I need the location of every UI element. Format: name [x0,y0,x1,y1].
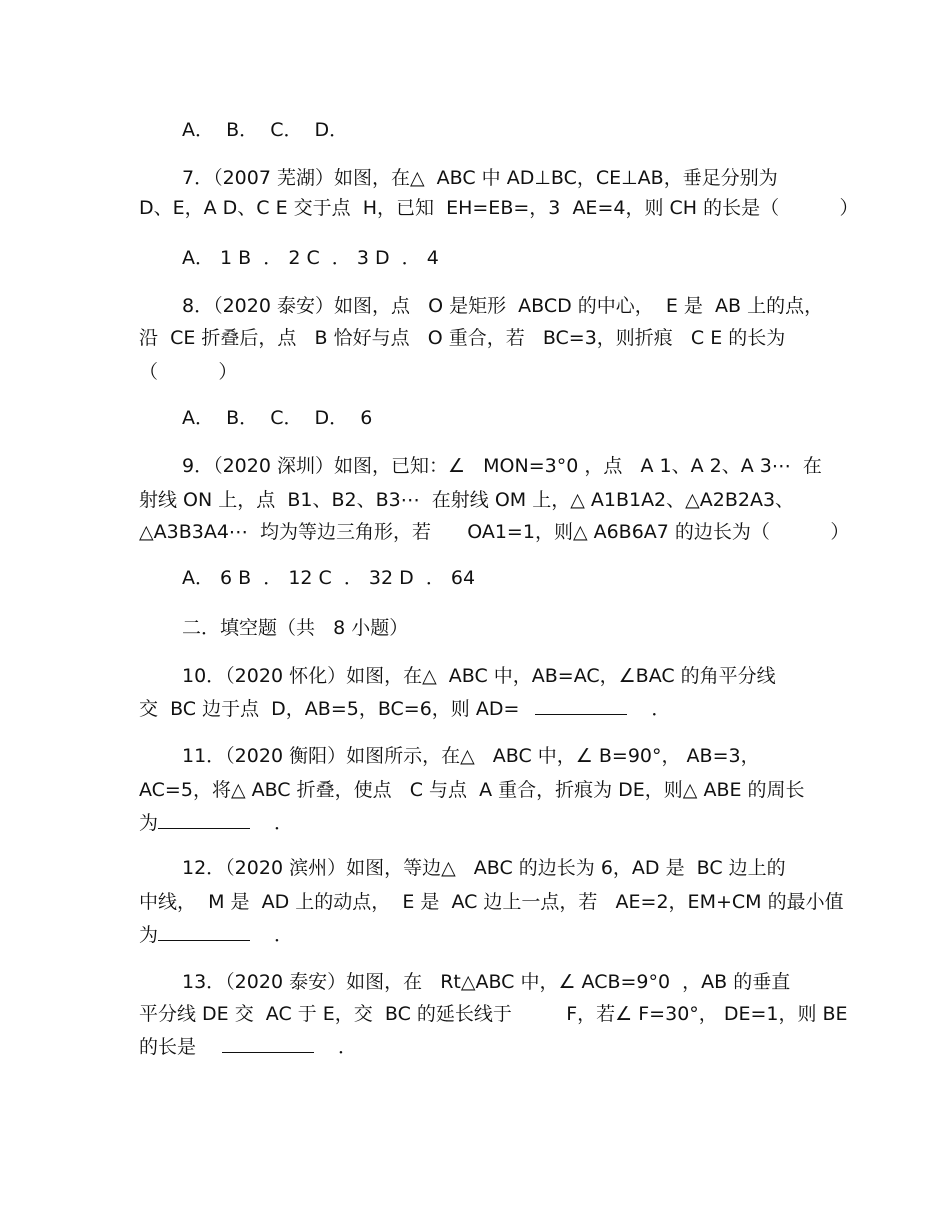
q8-stem-line3: （ ） [139,361,238,383]
q11-period: ． [274,812,294,834]
q11-answer-blank[interactable] [158,810,250,829]
q8-stem-line2: 沿 CE 折叠后，点 B 恰好与点 O 重合，若 BC=3，则折痕 C E 的长为 [139,327,786,349]
q12-text: 为 [139,924,159,946]
q11-text: 为 [139,812,159,834]
q10-period: ． [651,698,671,720]
q10-text: 交 BC 边于点 D，AB=5，BC=6，则 AD= [139,698,520,720]
q12-stem-line3 [139,922,293,947]
q7-stem-line1: 7．（2007 芜湖）如图，在△ ABC 中 AD⊥BC，CE⊥AB，垂足分别为 [182,167,778,189]
q12-stem-line2: 中线， M 是 AD 上的动点， E 是 AC 边上一点，若 AE=2，EM+CM 的最小值 [139,891,844,913]
section-heading-fill-blank: 二．填空题（共 8 小题） [182,617,409,639]
q9-stem-line1: 9．（2020 深圳）如图，已知：∠ MON=3°0 ，点 A 1、A 2、A 3⋯ 在 [182,455,822,477]
q6-options: A． B． C． D． [182,119,349,141]
q7-stem-line2: D、E，A D、C E 交于点 H，已知 EH=EB=，3 AE=4，则 CH 的长是（ ） [139,197,859,219]
q10-stem-line1: 10．（2020 怀化）如图，在△ ABC 中，AB=AC，∠BAC 的角平分线 [182,665,776,687]
q8-stem-line1: 8．（2020 泰安）如图，点 O 是矩形 ABCD 的中心， E 是 AB 上的点， [182,295,824,317]
q13-answer-blank[interactable] [222,1034,314,1053]
q13-stem-line1: 13．（2020 泰安）如图，在 Rt△ABC 中，∠ ACB=9°0 ，AB 的垂直 [182,971,791,993]
q13-stem-line2: 平分线 DE 交 AC 于 E，交 BC 的延长线于 F，若∠ F=30°， DE=1，则 BE [139,1003,848,1025]
q13-text: 的长是 [139,1036,197,1058]
q13-period: ． [338,1036,358,1058]
q9-stem-line3: △A3B3A4⋯ 均为等边三角形，若 OA1=1，则△ A6B6A7 的边长为（ ） [139,521,850,543]
q7-options: A． 1 B ． 2 C ． 3 D ． 4 [182,247,439,269]
q10-stem-line2 [139,696,670,721]
q12-stem-line1: 12．（2020 滨州）如图，等边△ ABC 的边长为 6，AD 是 BC 边上的 [182,857,786,879]
q10-answer-blank[interactable] [535,696,627,715]
q11-stem-line3 [139,810,293,835]
q11-stem-line1: 11．（2020 衡阳）如图所示，在△ ABC 中，∠ B=90°， AB=3， [182,745,760,767]
q13-stem-line3 [139,1034,357,1059]
q9-stem-line2: 射线 ON 上，点 B1、B2、B3⋯ 在射线 OM 上，△ A1B1A2、△A2B2A3、 [139,489,795,511]
q8-options: A． B． C． D． 6 [182,407,373,429]
q9-options: A． 6 B ． 12 C ． 32 D ． 64 [182,567,476,589]
q12-period: ． [274,924,294,946]
q11-stem-line2: AC=5，将△ ABC 折叠，使点 C 与点 A 重合，折痕为 DE，则△ ABE 的周长 [139,779,805,801]
q12-answer-blank[interactable] [158,922,250,941]
